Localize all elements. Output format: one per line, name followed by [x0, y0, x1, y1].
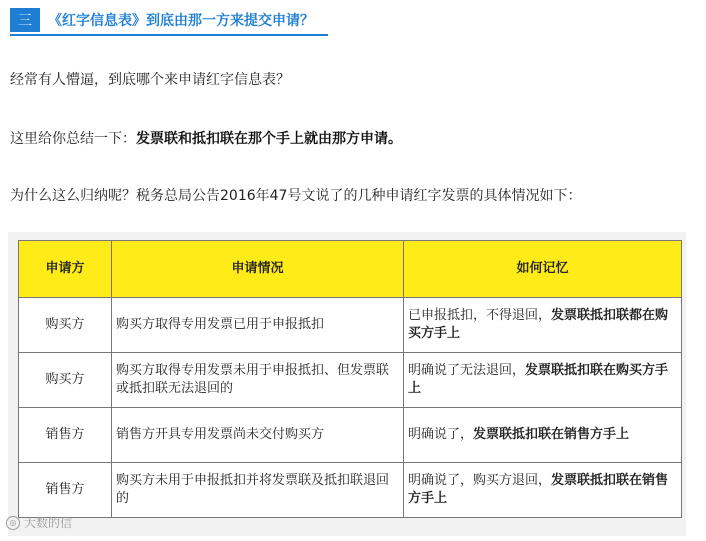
cell-situation: 销售方开具专用发票尚未交付购买方 — [112, 408, 404, 463]
red-invoice-table — [18, 240, 682, 518]
paragraph-summary — [10, 129, 402, 149]
cell-situation: 购买方未用于申报抵扣并将发票联及抵扣联退回的 — [112, 463, 404, 518]
header-situation: 申请情况 — [112, 241, 404, 298]
cell-party: 销售方 — [19, 408, 112, 463]
cell-situation: 购买方取得专用发票已用于申报抵扣 — [112, 298, 404, 353]
section-number-badge: 三 — [10, 8, 40, 32]
cell-party: 购买方 — [19, 298, 112, 353]
summary-bold-rule: 发票联和抵扣联在那个手上就由那方申请。 — [136, 131, 402, 147]
watermark — [6, 514, 72, 531]
section-heading — [10, 6, 328, 36]
paragraph-question: 经常有人懵逼，到底哪个来申请红字信息表？ — [10, 72, 290, 88]
section-title: 《红字信息表》到底由那一方来提交申请？ — [48, 13, 314, 29]
cell-memo — [404, 353, 682, 408]
header-memory: 如何记忆 — [404, 241, 682, 298]
table-row — [19, 463, 682, 518]
memo-bold: 发票联抵扣联在销售方手上 — [473, 427, 630, 442]
memo-plain: 已申报抵扣，不得退回， — [408, 308, 552, 323]
memo-bold: 发票联抵扣联在购买方手上 — [408, 363, 669, 396]
cell-memo — [404, 463, 682, 518]
summary-prefix: 这里给你总结一下： — [10, 131, 136, 147]
table-image-frame — [8, 232, 686, 536]
cell-party: 购买方 — [19, 353, 112, 408]
memo-plain: 明确说了， — [408, 427, 474, 442]
header-applicant: 申请方 — [19, 241, 112, 298]
table-row — [19, 353, 682, 408]
cell-situation: 购买方取得专用发票未用于申报抵扣、但发票联或抵扣联无法退回的 — [112, 353, 404, 408]
paragraph-reason: 为什么这么归纳呢？税务总局公告2016年47号文说了的几种申请红字发票的具体情况如下： — [10, 188, 582, 204]
cell-party: 销售方 — [19, 463, 112, 518]
table-row — [19, 298, 682, 353]
table-row — [19, 408, 682, 463]
memo-plain: 明确说了无法退回， — [408, 363, 526, 378]
memo-bold: 发票联抵扣联都在购买方手上 — [408, 308, 669, 341]
cell-memo — [404, 298, 682, 353]
memo-plain: 明确说了，购买方退回， — [408, 473, 552, 488]
watermark-text: 大数的信 — [24, 516, 73, 530]
memo-bold: 发票联抵扣联在销售方手上 — [408, 473, 669, 506]
weibo-icon: ◎ — [6, 516, 20, 530]
table-header-row — [19, 241, 682, 298]
cell-memo — [404, 408, 682, 463]
